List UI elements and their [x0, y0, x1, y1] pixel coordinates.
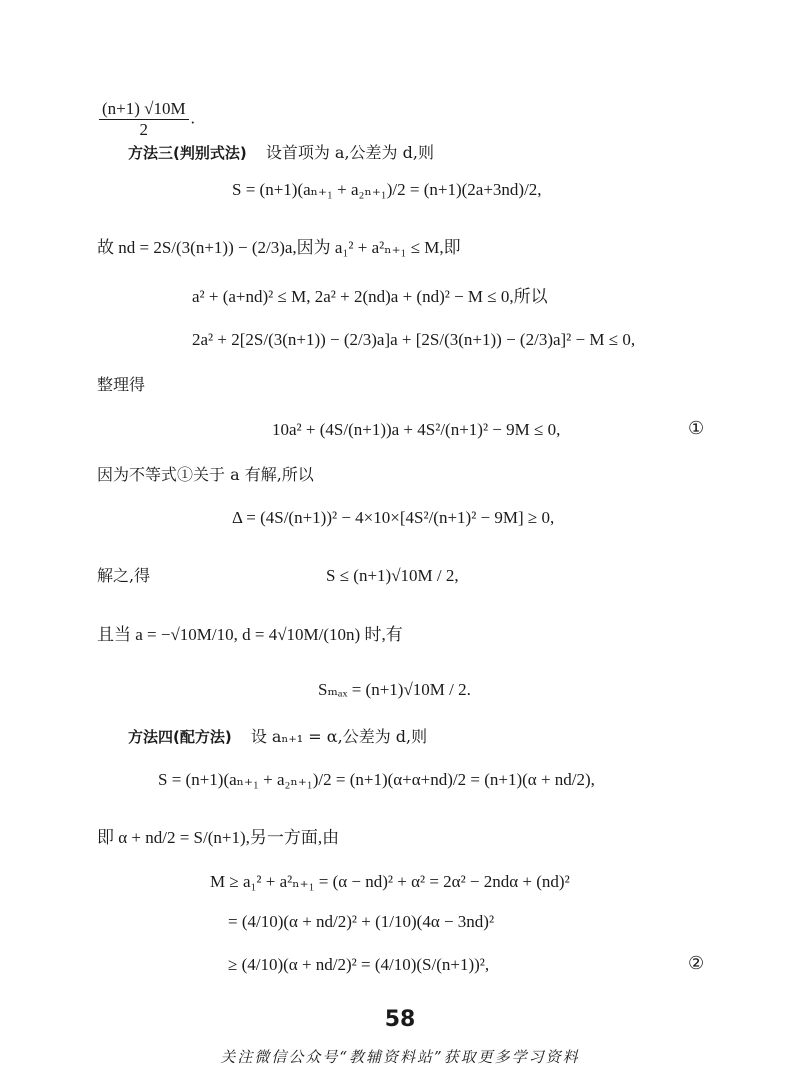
line-rearrange: 整理得 [97, 375, 146, 394]
method-three-intro: 设首项为 a,公差为 d,则 [265, 143, 434, 162]
line-because: 因为不等式①关于 a 有解,所以 [97, 465, 314, 484]
line-solve-label: 解之,得 [97, 566, 151, 585]
formula-m-chain-3: ≥ (4/10)(α + nd/2)² = (4/10)(S/(n+1))², [228, 955, 490, 974]
method-four-title: 方法四(配方法) [128, 728, 232, 746]
formula-quadratic: 10a² + (4S/(n+1))a + 4S²/(n+1)² − 9M ≤ 0, [272, 420, 561, 439]
formula-s-max: Sₘₐₓ = (n+1)√10M / 2. [318, 680, 471, 699]
line-inequality-2: 2a² + 2[2S/(3(n+1)) − (2/3)a]a + [2S/(3(n+1)) − (2/3)a]² − M ≤ 0, [192, 330, 636, 349]
formula-m-chain-2: = (4/10)(α + nd/2)² + (1/10)(4α − 3nd)² [228, 912, 495, 931]
method-three-heading [128, 143, 434, 163]
formula-s-alpha: S = (n+1)(aₙ₊₁ + a₂ₙ₊₁)/2 = (n+1)(α+α+nd)/2 = (n+1)(α + nd/2), [158, 770, 595, 789]
line-nd: 故 nd = 2S/(3(n+1)) − (2/3)a,因为 a₁² + a²ₙ₊₁ ≤ M,即 [97, 238, 461, 257]
equation-number-1: ① [688, 418, 705, 439]
formula-m-chain-1: M ≥ a₁² + a²ₙ₊₁ = (α − nd)² + α² = 2α² − 2ndα + (nd)² [210, 872, 570, 891]
page-number: 58 [384, 1007, 416, 1032]
fraction: $\frac{(n+1) √10M}{2}$ [99, 100, 189, 139]
method-three-title: 方法三(判别式法) [128, 144, 247, 162]
line-inequality-1: a² + (a+nd)² ≤ M, 2a² + 2(nd)a + (nd)² − M ≤ 0,所以 [192, 287, 548, 306]
equation-number-2: ② [688, 953, 705, 974]
line-01: $\frac{(n+1) √10M}{2}$ . [97, 100, 195, 139]
line-namely: 即 α + nd/2 = S/(n+1),另一方面,由 [97, 828, 340, 847]
method-four-heading [128, 727, 427, 747]
formula-s-bound: S ≤ (n+1)√10M / 2, [326, 566, 459, 585]
line-and-when: 且当 a = −√10M/10, d = 4√10M/(10n) 时,有 [97, 625, 403, 644]
formula-discriminant: Δ = (4S/(n+1))² − 4×10×[4S²/(n+1)² − 9M] ≥ 0, [232, 508, 555, 527]
method-four-intro: 设 aₙ₊₁ = α,公差为 d,则 [250, 727, 428, 746]
footer-note: 关注微信公众号“教辅资料站”获取更多学习资料 [220, 1048, 580, 1066]
formula-s-sum: S = (n+1)(aₙ₊₁ + a₂ₙ₊₁)/2 = (n+1)(2a+3nd)/2, [232, 180, 542, 199]
